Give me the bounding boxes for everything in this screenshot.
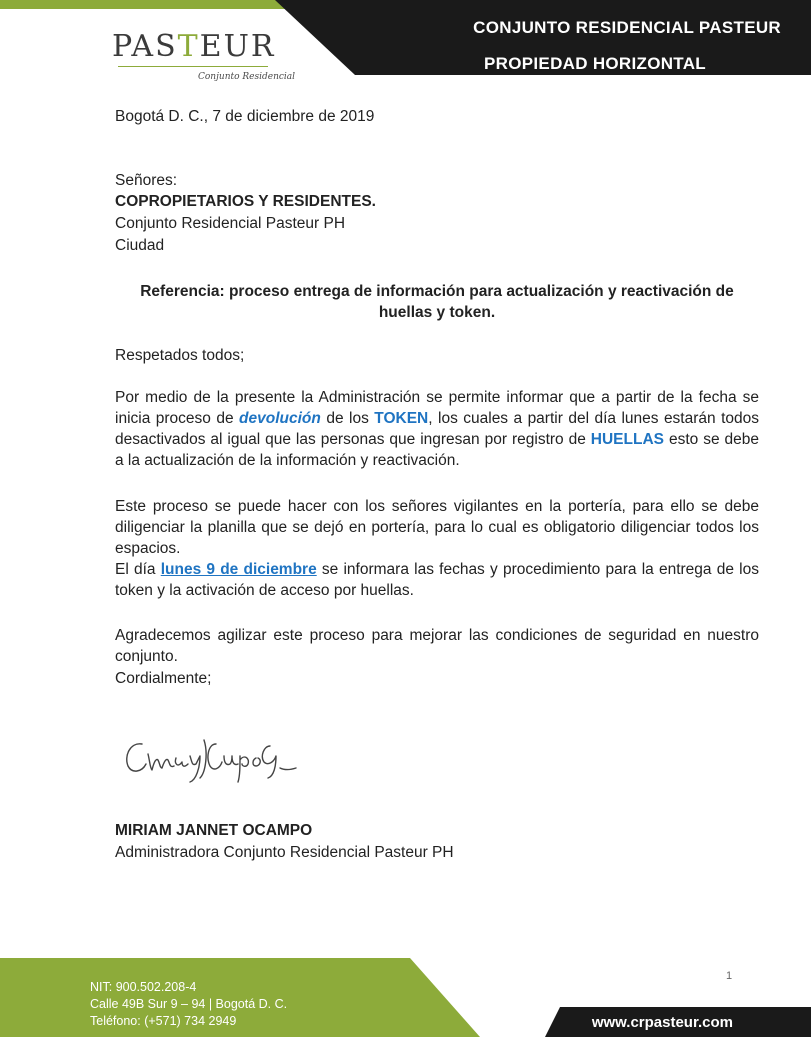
reference-line: Referencia: proceso entrega de información para actualización y reactivación de huellas y token. (140, 283, 734, 321)
logo-subtitle: Conjunto Residencial (198, 72, 296, 82)
website-link[interactable]: www.crpasteur.com (591, 1014, 733, 1031)
recipient-city: Ciudad (115, 237, 165, 254)
salutation: Señores: (115, 172, 178, 189)
header-title-line2: PROPIEDAD HORIZONTAL (484, 54, 706, 73)
logo-rule (118, 66, 268, 67)
handwritten-signature (120, 732, 310, 787)
huellas-highlight: HUELLAS (590, 431, 664, 448)
closing: Cordialmente; (115, 670, 212, 687)
greeting: Respetados todos; (115, 347, 245, 364)
footer-phone: Teléfono: (+571) 734 2949 (90, 1014, 237, 1028)
date-link[interactable]: lunes 9 de diciembre (160, 561, 317, 578)
page-number: 1 (726, 970, 733, 982)
recipient-org: Conjunto Residencial Pasteur PH (115, 215, 346, 232)
paragraph-2: Este proceso se puede hacer con los señores vigilantes en la portería, para ello se debe diligenciar la planilla que se dejó en portería, para lo cual es obligatorio diligenciar todos los espacios. (115, 498, 759, 557)
header-title-line1: CONJUNTO RESIDENCIAL PASTEUR (473, 18, 781, 37)
paragraph-1: Por medio de la presente la Administración se permite informar que a partir de la fecha se inicia proceso de devolución de los TOKEN, los cuales a partir del día lunes estarán todos desactivados al igual que las personas que ingresan por registro de HUELLAS esto se debe a la actualización de la información y reactivación. (115, 389, 759, 469)
devolucion-highlight: devolución (239, 410, 321, 427)
paragraph-4: Agradecemos agilizar este proceso para mejorar las condiciones de seguridad en nuestro conjunto. (115, 627, 759, 665)
footer-address: Calle 49B Sur 9 – 94 | Bogotá D. C. (90, 997, 288, 1011)
paragraph-3: El día lunes 9 de diciembre se informara las fechas y procedimiento para la entrega de los token y la activación de acceso por huellas. (115, 561, 759, 599)
footer-nit: NIT: 900.502.208-4 (90, 980, 197, 994)
pasteur-logo (112, 29, 296, 82)
letter-date: Bogotá D. C., 7 de diciembre de 2019 (115, 108, 375, 125)
logo-wordmark: PASTEUR (112, 29, 276, 64)
signer-name: MIRIAM JANNET OCAMPO (115, 822, 313, 839)
token-highlight: TOKEN (374, 410, 429, 427)
signer-title: Administradora Conjunto Residencial Pasteur PH (115, 844, 454, 861)
recipient-bold: COPROPIETARIOS Y RESIDENTES. (115, 193, 376, 210)
